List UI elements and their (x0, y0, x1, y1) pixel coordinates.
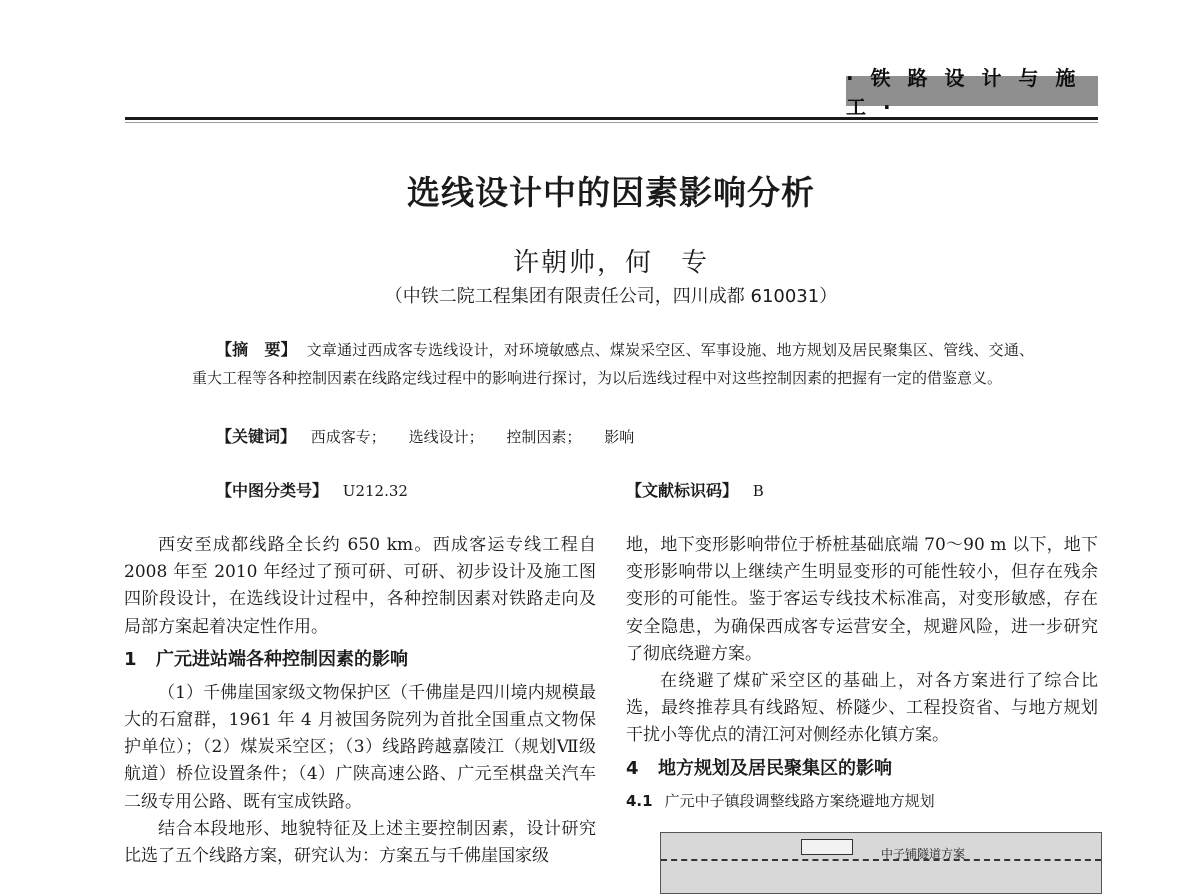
keyword: 控制因素； (506, 428, 582, 446)
classification-label: 【中图分类号】 (216, 481, 329, 500)
section-tag: · 铁 路 设 计 与 施 工 · (846, 76, 1098, 106)
header-rule (125, 117, 1098, 120)
keywords-label: 【关键词】 (216, 427, 297, 446)
section-number: 1 (124, 648, 137, 670)
route-map-figure (660, 832, 1102, 894)
continued-paragraph: 地，地下变形影响带位于桥桩基础底端 70～90 m 以下，地下变形影响带以上继续产生明显变形的可能性较小，但存在残余变形的可能性。鉴于客运专线技术标准高，对变形敏感，存在安全隐患，为确保西成客专运营安全，规避风险，进一步研究了彻底绕避方案。 (626, 535, 1098, 664)
abstract-text: 文章通过西成客专选线设计，对环境敏感点、煤炭采空区、军事设施、地方规划及居民聚集区、管线、交通、重大工程等各种控制因素在线路定线过程中的影响进行探讨，为以后选线过程中对这些控制因素的把握有一定的借鉴意义。 (192, 341, 1034, 387)
keyword: 西成客专； (310, 428, 386, 446)
doc-code (626, 479, 764, 503)
intro-paragraph: 西安至成都线路全长约 650 km。西成客运专线工程自 2008 年至 2010 年经过了预可研、可研、初步设计及施工图四阶段设计，在选线设计过程中，各种控制因素对铁路走向及局部方案起着决定性作用。 (124, 535, 596, 637)
authors: 许朝帅，何 专 (512, 248, 709, 278)
keyword: 影响 (604, 428, 635, 446)
right-column (626, 532, 1098, 819)
header-rule-thin (125, 122, 1098, 123)
left-column (124, 532, 596, 870)
section-title: 广元进站端各种控制因素的影响 (156, 648, 408, 670)
affiliation: （中铁二院工程集团有限责任公司，四川成都 610031） (384, 286, 838, 307)
keyword: 选线设计； (408, 428, 484, 446)
section-heading (124, 646, 596, 674)
subsection-number: 4.1 (626, 791, 653, 810)
classification-value: U212.32 (342, 482, 408, 500)
section-title: 地方规划及居民聚集区的影响 (658, 757, 892, 779)
section-number: 4 (626, 757, 639, 779)
section-heading (626, 755, 1098, 783)
paragraph: 在绕避了煤矿采空区的基础上，对各方案进行了综合比选，最终推荐具有线路短、桥隧少、工程投资省、与地方规划干扰小等优点的清江河对侧经赤化镇方案。 (626, 671, 1098, 746)
subsection-title: 广元中子镇段调整线路方案绕避地方规划 (664, 791, 935, 810)
subsection-heading (626, 789, 1098, 813)
abstract-label: 【摘 要】 (216, 340, 297, 359)
abstract (192, 336, 1034, 392)
paper-title: 选线设计中的因素影响分析 (407, 173, 815, 212)
paragraph: （1）千佛崖国家级文物保护区（千佛崖是四川境内规模最大的石窟群，1961 年 4 月被国务院列为首批全国重点文物保护单位）；（2）煤炭采空区；（3）线路跨越嘉陵江（规划Ⅶ级航道）桥位设置条件；（4）广陕高速公路、广元至棋盘关汽车二级专用公路、既有宝成铁路。 (124, 682, 596, 812)
doc-code-value: B (752, 482, 764, 500)
classification (216, 479, 408, 503)
paragraph: 结合本段地形、地貌特征及上述主要控制因素，设计研究比选了五个线路方案，研究认为：方案五与千佛崖国家级 (124, 818, 596, 867)
keywords (216, 425, 652, 449)
map-label-box (801, 839, 853, 855)
doc-code-label: 【文献标识码】 (626, 481, 739, 500)
figure-label: 中子铺隧道方案 (881, 847, 966, 861)
